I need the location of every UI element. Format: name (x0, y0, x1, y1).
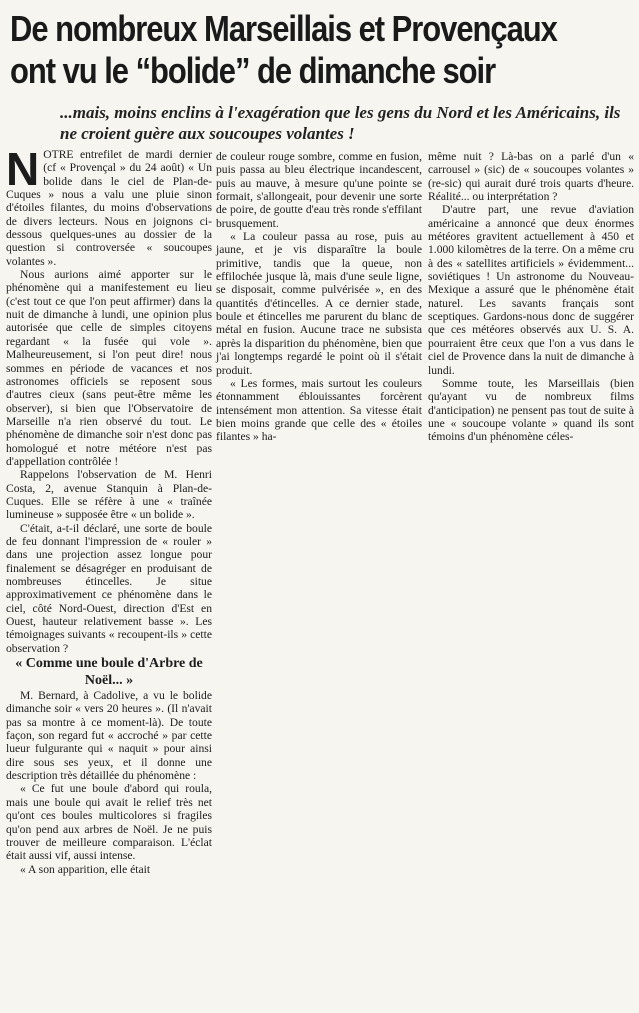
paragraph-7: « A son apparition, elle était (20, 862, 151, 876)
deck-subtitle: ...mais, moins enclins à l'exagération que les gens du Nord et les Américains, ils ne croient guère aux soucoupes volantes ! (60, 103, 621, 143)
paragraph-4: C'était, a-t-il déclaré, une sorte de boule de feu donnant l'impression de « rouler » dans une projection assez longue pour finalement se désagréger en produisant de nombreuses étincelles. Je situe approximativement ce phénomène dans le ciel, côté Nord-Ouest, direction d'Est en Ouest, hauteur relativement basse ». Les témoignages suivants « recoupent-ils » cette observation ? (6, 521, 212, 655)
paragraph-13: Somme toute, les Marseillais (bien qu'ayant vu de nombreux films d'anticipation) ne pensent pas tout de suite à une « soucoupe volante » quand ils sont témoins d'un phénomène céles- (428, 376, 634, 444)
paragraph-5: M. Bernard, à Cadolive, a vu le bolide dimanche soir « vers 20 heures ». (Il n'avait pas sa montre à ce moment-là). De toute façon, son regard fut « accroché » par cette lueur fulgurante qui « naquit » pour ainsi dire sous ses yeux, et il donne une description très détaillée du phénomène : (6, 689, 212, 783)
column-3 (428, 150, 634, 444)
paragraph-1 (6, 143, 212, 268)
subheading: « Comme une boule d'Arbre de Noël... » (15, 656, 203, 689)
paragraph-1-text: OTRE entrefilet de mardi dernier (cf « Provençal » du 24 août) « Un bolide dans le ciel de Plan-de-Cuques » nous a valu une pluie sinon d'étoiles filantes, du moins d'observations de divers lecteurs. Nous en joignons ci-dessous quelques-unes au dossier de la question si controversée « soucoupes volantes ». (6, 148, 212, 268)
paragraph-8: de couleur rouge sombre, comme en fusion, puis passa au bleu électrique incandescent, puis au mauve, à mesure qu'une pointe se formait, s'allongeait, pour devenir une sorte de poire, de goutte d'eau très ronde s'effilant brusquement. (216, 150, 422, 230)
headline-line-1: De nombreux Marseillais et Provençaux (10, 8, 557, 49)
drop-cap: N (6, 143, 40, 195)
column-1 (6, 143, 212, 876)
paragraph-9: « La couleur passa au rose, puis au jaune, et je vis disparaître la boule primitive, tandis que la queue, non effilochée jusque là, mais d'une seule ligne, se disposait, comme pulvérisée », en des quantités d'étincelles. A ce dernier stade, boule et étincelles me parurent du blanc de métal en fusion. Aucune trace ne subsista après la disparition du phénomène, bien que j'ai longtemps regardé le point où il s'était produit. (216, 230, 422, 377)
paragraph-11: même nuit ? Là-bas on a parlé d'un « carrousel » (sic) de « soucoupes volantes » (re-sic) qui aurait duré trois quarts d'heure. Réalité... ou interprétation ? (428, 150, 634, 204)
headline-line-2: ont vu le “bolide” de dimanche soir (10, 50, 496, 91)
paragraph-2: Nous aurions aimé apporter sur le phénomène qui a manifestement eu lieu (c'est tout ce que l'on peut affirmer) dans la nuit de dimanche à lundi, une opinion plus autorisée que celle de simples citoyens regardant « la fusée qui vole ». Malheureusement, si l'on peut dire! nous sommes en période de vacances et nos astronomes officiels se reposent sous d'autres cieux (sans peut-être même les observer), si bien que l'Observatoire de Marseille n'a rien observé du tout. Le phénomène de dimanche soir n'est donc pas homologué et notre météore n'est pas d'appellation contrôlée ! (6, 268, 212, 468)
column-2 (216, 150, 422, 444)
paragraph-6: « Ce fut une boule d'abord qui roula, mais une boule qui avait le relief très net qu'ont ces boules multicolores si fragiles qu'on pend aux arbres de Noël. Je ne puis trouver de meilleure comparaison. L'éclat était aussi vif, aussi intense. (6, 782, 212, 863)
paragraph-12: D'autre part, une revue d'aviation américaine a annoncé que deux énormes météores gravitent actuellement à 450 et 1.000 kilomètres de la terre. On a même cru à des « satellites artificiels » évidemment... soviétiques ! Un astronome du Nouveau-Mexique a assuré que le phénomène était naturel. Les savants français sont sceptiques. Gardons-nous donc de suggérer que ces météores observés aux U. S. A. pourraient être ceux que l'on a vus dans le ciel de Provence dans la nuit de dimanche à lundi. (428, 203, 634, 377)
paragraph-3: Rappelons l'observation de M. Henri Costa, 2, avenue Stanquin à Plan-de-Cuques. Elle se réfère à une « traînée lumineuse » supposée être « un bolide ». (6, 468, 212, 522)
headline (10, 8, 634, 92)
paragraph-10: « Les formes, mais surtout les couleurs étonnamment éblouissantes forcèrent intensément mon attention. Sa vitesse était bien moins grande que celle des « étoiles filantes » ha- (216, 376, 422, 444)
